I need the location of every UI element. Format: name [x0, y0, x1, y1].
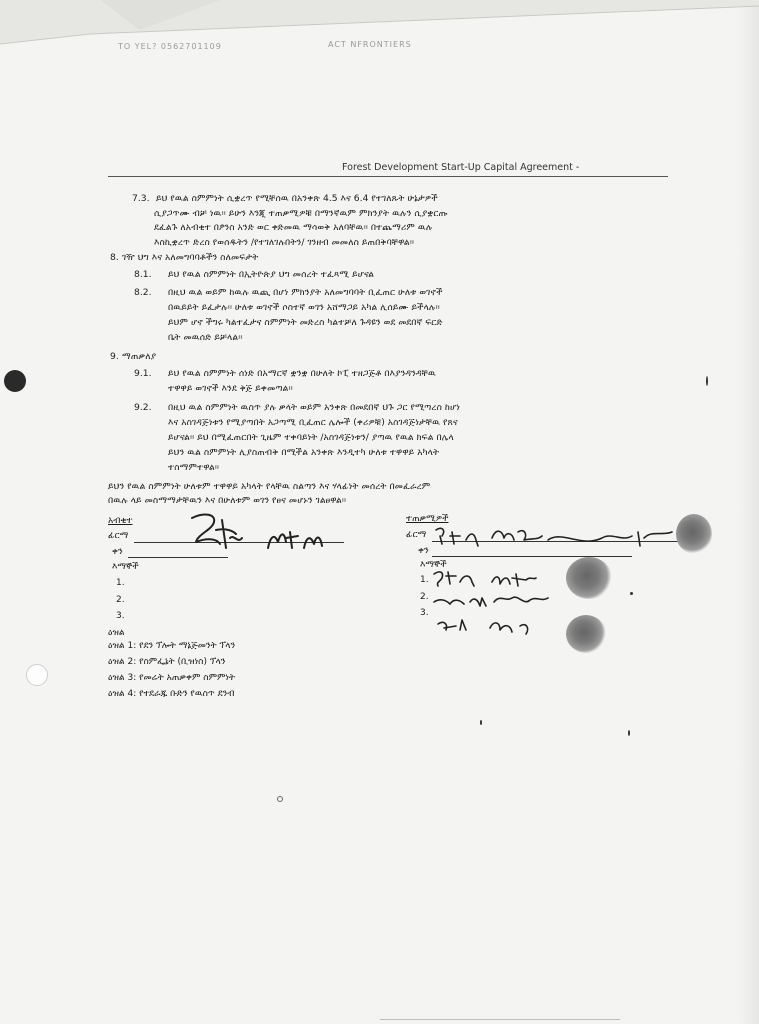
paper-edge-shadow [737, 0, 759, 1024]
witness-number: 2. [420, 592, 429, 602]
page-fold [0, 0, 759, 120]
thumbprint [676, 514, 712, 554]
signature-label: ፊርማ [406, 530, 427, 540]
annex-title: ዕዝል [108, 628, 125, 638]
party-role-label: አብቂተ [108, 516, 133, 526]
scan-speck [480, 720, 482, 725]
clause-number: 8.2. [134, 287, 152, 298]
clause-line: ይህን ዉል ስምምነት ሊያስጠብቅ በሚችል አንቀጽ እንዲተካ ሁለቱ ተዋዋይ አካላት [168, 447, 440, 458]
witness-number: 3. [420, 608, 429, 618]
clause-number: 9.1. [134, 368, 152, 379]
annex-item: ዕዝል 4: የተደራጁ ቡድን የዉስጥ ደንብ [108, 689, 235, 699]
section-number: 8. [110, 252, 119, 263]
clause-number: 9.2. [134, 402, 152, 413]
punch-hole [26, 664, 48, 686]
clause-line: ተዋዋይ ወገኖች እንደ ቅጅ ይቀመጣል፡፡ [168, 383, 293, 394]
witness-signatures [430, 566, 570, 650]
date-label: ቀን [418, 546, 429, 556]
scan-speck [706, 376, 708, 386]
thumbprint [566, 615, 606, 653]
scan-speck [628, 730, 630, 736]
witness-number: 1. [116, 578, 125, 588]
date-label: ቀን [112, 547, 123, 557]
clause-line: ይህም ሆኖ ችግሩ ካልተፈታና ስምምነት መድረስ ካልተቻለ ጉዳዩን ወደ መደበኛ ፍርድ [168, 317, 443, 328]
section-title: ገዥ ህግ እና አለመግባባቶችን ስለመፍታት [122, 252, 259, 263]
witness-number: 2. [116, 595, 125, 605]
clause-line: ይህ የዉል ስምምነት ሲቋረጥ የሚቸሰዉ በአንቀጽ 4.5 እና 6.4 የተገለጹት ሁኔታዎች [156, 193, 438, 204]
clause-line: እስኪቋረጥ ድረስ የወሰዱትን /የተገለገሉበትን/ ገንዘብ መመለስ ይጠበቅባቸዋል፡፡ [154, 237, 415, 248]
faint-fax-header: ACT NFRONTIERS [328, 40, 412, 49]
closing-line: ይህን የዉል ስምምነት ሁለቱም ተዋዋይ አካላት የላቸዉ ስልጣን እና ሃላፊነት መሰረት በመፈራረም [108, 481, 431, 492]
clause-number: 8.1. [134, 269, 152, 280]
thumbprint [566, 557, 612, 599]
page-header-title: Forest Development Start-Up Capital Agreement - [342, 162, 580, 173]
annex-item: ዕዝል 3: የመሬት አጠቃቀም ስምምነት [108, 673, 236, 683]
handwritten-signature [186, 508, 346, 554]
witness-number: 3. [116, 611, 125, 621]
closing-line: በዉሉ ላይ መስማማታቸዉን እና በሁለቱም ወገን የፀና መሆኑን ገልፀዋል፡፡ [108, 495, 347, 506]
clause-line: ተስማምተዋል፡፡ [168, 462, 220, 473]
date-line [432, 556, 632, 557]
bottom-scan-line [380, 1019, 620, 1020]
clause-line: ይሆናል፡፡ ይህ በሚፈጠርበት ጊዜም ተቀባይነት /አስገዳጅነቱን/ ያጣዉ የዉል ክፍል በሌላ [168, 432, 454, 443]
scan-speck [277, 796, 283, 802]
header-rule [108, 176, 668, 177]
clause-line: በዉይይት ይፈታሉ፡፡ ሁለቱ ወገኖች ሶስተኛ ወገን አሸማጋይ አካል ሊሰይሙ ይችላሉ፡፡ [168, 302, 440, 313]
faint-fax-number: TO YEL? 0562701109 [118, 42, 222, 51]
annex-item: ዕዝል 1: የደን ፕሎት ማኔጅመንት ፕላን [108, 641, 236, 651]
clause-line: ቤት መዉሰድ ይቻላል፡፡ [168, 332, 243, 343]
clause-number: 7.3. [132, 193, 150, 204]
party-role-label: ተጠቃሚዎች [406, 514, 449, 524]
date-line [128, 557, 228, 558]
signature-label: ፊርማ [108, 531, 129, 541]
scan-speck [630, 592, 633, 595]
witness-title: እማኞች [420, 560, 447, 570]
section-number: 9. [110, 351, 119, 362]
clause-line: በዚህ ዉል ወይም ከዉሉ ዉጪ በሆነ ምክንያት አለመግባባት ቢፈጠር ሁለቱ ወገኖች [168, 287, 443, 298]
clause-line: ይህ የዉል ስምምነት ሰነድ በአማርኛ ቋንቋ በሁለት ኮፒ ተዘጋጅቶ በእያንዳንዳቸዉ [168, 368, 436, 379]
clause-line: ይህ የዉል ስምምነት በኢትዮጵያ ህግ መሰረት ተፈጻሚ ይሆናል [168, 269, 375, 280]
section-title: ማጠቃለያ [122, 351, 157, 362]
clause-line: በዚህ ዉል ስምምነት ዉስጥ ያሉ ቃላት ወይም አንቀጽ በመደበኛ ህጉ ጋር የሚጣረስ ከሆነ [168, 402, 460, 413]
clause-line: ደፈልጉ ለአብቂተ በፆንስ አንድ ወር ቀድመዉ ማሳወቅ አለባቸዉ፡፡ በተጨማሪም ዉሉ [154, 222, 433, 233]
punch-hole [4, 370, 26, 392]
witness-number: 1. [420, 575, 429, 585]
handwritten-signature [432, 522, 682, 552]
annex-item: ዕዝል 2: የስምፌኔት (ቢዝነስ) ፕላን [108, 657, 226, 667]
clause-line: ሲያጋጥሙ ብቻ ነዉ፡፡ ይሁን እንጂ ተጠቃሚዎቹ በማንኛዉም ምክንያት ዉሉን ሲያቋርጡ [154, 208, 448, 219]
witness-title: እማኞች [112, 562, 139, 572]
clause-line: እና አስገዳጅነቱን የሚያጣበት አጋጣሚ ቢፈጠር ሌሎች (ቀሪዎቹ) አስገዳጅነታቸዉ የጸና [168, 417, 458, 428]
